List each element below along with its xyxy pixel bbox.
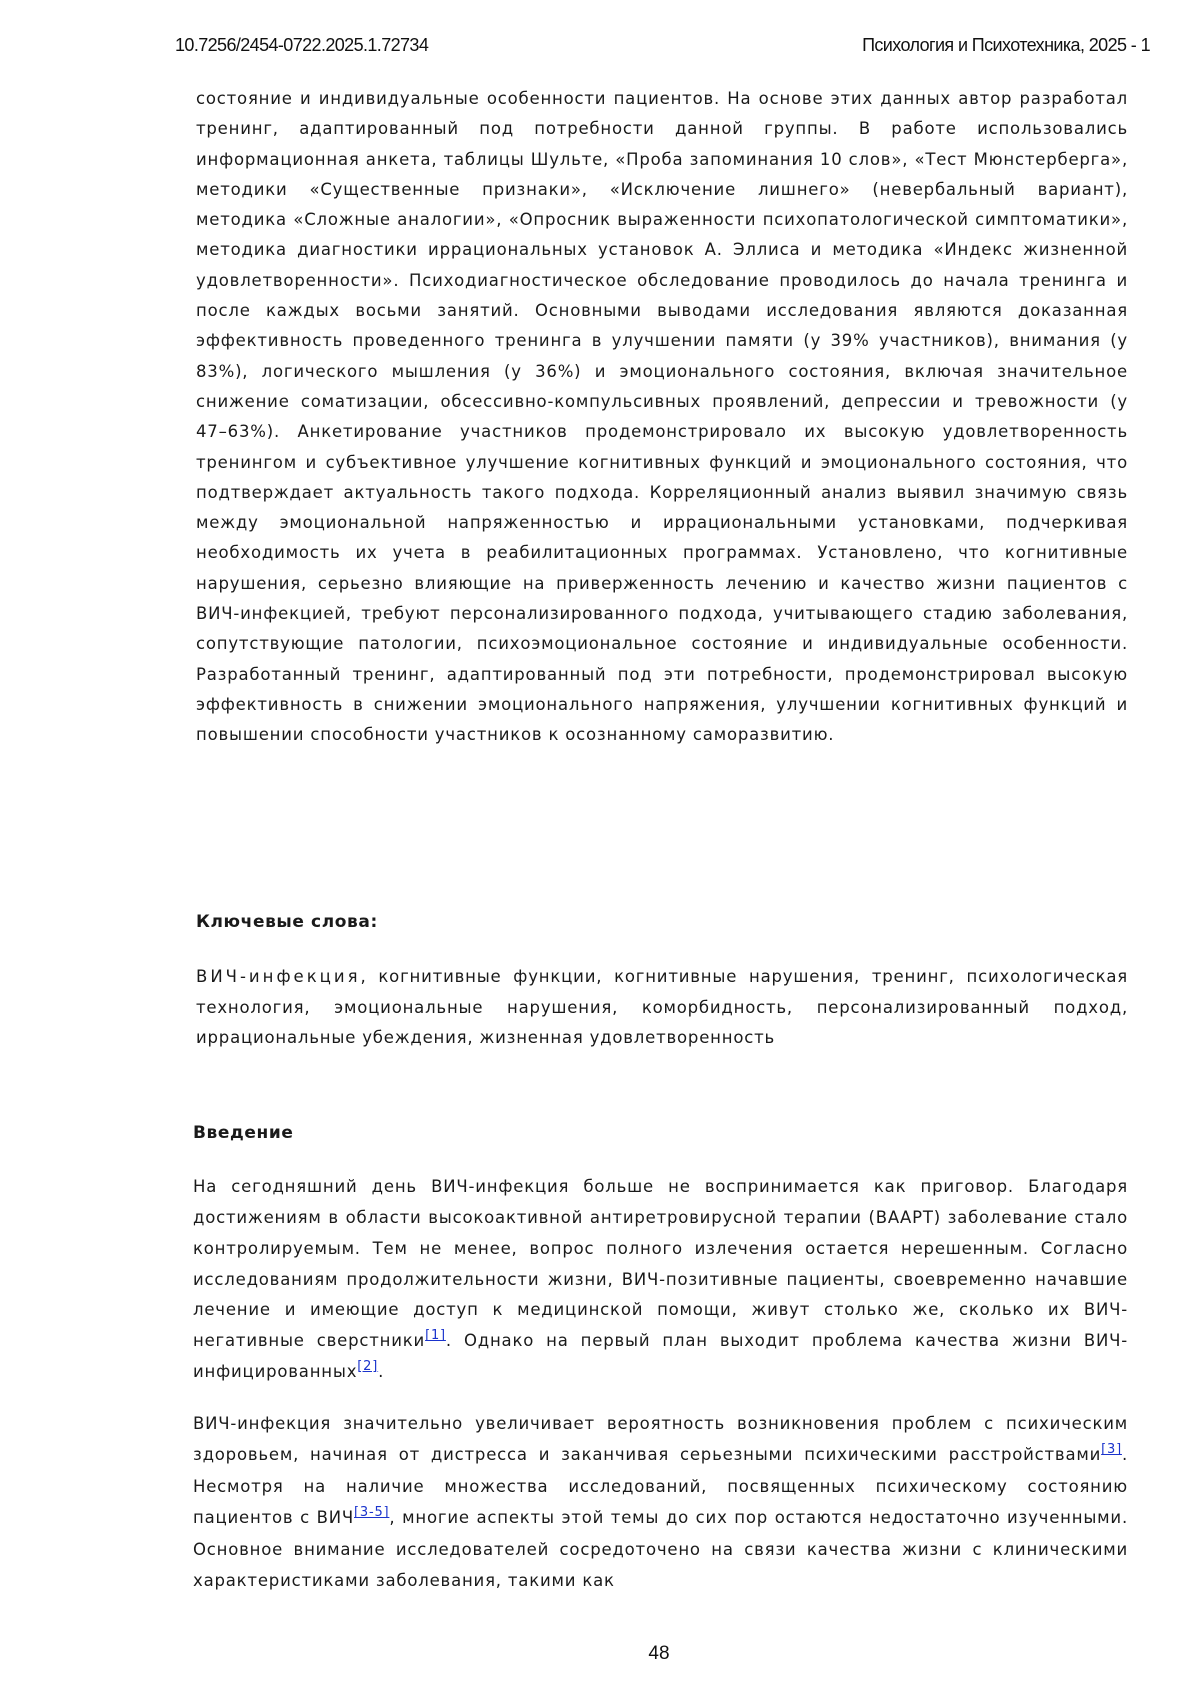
keywords-block <box>196 907 1128 1053</box>
intro-p1-text-c: . <box>378 1362 384 1381</box>
intro-p1-text-b: . Однако на первый план выходит проблема качества жизни ВИЧ-инфицированных <box>193 1331 1128 1381</box>
introduction-section <box>193 1118 1128 1597</box>
doi-text: 10.7256/2454-0722.2025.1.72734 <box>175 35 428 56</box>
citation-link-2[interactable]: [2] <box>357 1359 378 1374</box>
keywords-rest: , когнитивные функции, когнитивные нарушения, тренинг, психологическая технология, эмоциональные нарушения, коморбидность, персонализированный подход, иррациональные убеждения, жизненная удовлетворенность <box>196 967 1128 1047</box>
intro-paragraph-2 <box>193 1408 1128 1597</box>
intro-paragraph-1 <box>193 1172 1128 1388</box>
intro-p1-text-a: На сегодняшний день ВИЧ-инфекция больше не воспринимается как приговор. Благодаря достижениям в области высокоактивной антиретровирусной терапии (ВААРТ) заболевание стало контролируемым. Тем не менее, вопрос полного излечения остается нерешенным. Согласно исследованиям продолжительности жизни, ВИЧ-позитивные пациенты, своевременно начавшие лечение и имеющие доступ к медицинской помощи, живут столько же, сколько их ВИЧ-негативные сверстники <box>193 1177 1128 1350</box>
abstract-text: состояние и индивидуальные особенности пациентов. На основе этих данных автор разработал тренинг, адаптированный под потребности данной группы. В работе использовались информационная анкета, таблицы Шульте, «Проба запоминания 10 слов», «Тест Мюнстерберга», методики «Существенные признаки», «Исключение лишнего» (невербальный вариант), методика «Сложные аналогии», «Опросник выраженности психопатологической симптоматики», методика диагностики иррациональных установок А. Эллиса и методика «Индекс жизненной удовлетворенности». Психодиагностическое обследование проводилось до начала тренинга и после каждых восьми занятий. Основными выводами исследования являются доказанная эффективность проведенного тренинга в улучшении памяти (у 39% участников), внимания (у 83%), логического мышления (у 36%) и эмоционального состояния, включая значительное снижение соматизации, обсессивно-компульсивных проявлений, депрессии и тревожности (у 47–63%). Анкетирование участников продемонстрировало их высокую удовлетворенность тренингом и субъективное улучшение когнитивных функций и эмоционального состояния, что подтверждает актуальность такого подхода. Корреляционный анализ выявил значимую связь между эмоциональной напряженностью и иррациональными установками, подчеркивая необходимость их учета в реабилитационных программах. Установлено, что когнитивные нарушения, серьезно влияющие на приверженность лечению и качество жизни пациентов с ВИЧ-инфекцией, требуют персонализированного подхода, учитывающего стадию заболевания, сопутствующие патологии, психоэмоциональное состояние и индивидуальные особенности. Разработанный тренинг, адаптированный под эти потребности, продемонстрировал высокую эффективность в снижении эмоционального напряжения, улучшении когнитивных функций и повышении способности участников к осознанному саморазвитию. <box>196 84 1128 751</box>
intro-p2-text-c: , многие аспекты этой темы до сих пор остаются недостаточно изученными. Основное внимание исследователей сосредоточено на связи качества жизни с клиническими характеристиками заболевания, такими как <box>193 1508 1128 1590</box>
citation-link-3[interactable]: [3] <box>1101 1442 1122 1457</box>
page-number: 48 <box>0 1643 1200 1665</box>
keywords-text <box>196 962 1128 1053</box>
abstract-block <box>196 84 1128 751</box>
keywords-heading: Ключевые слова: <box>196 907 1128 937</box>
introduction-heading: Введение <box>193 1118 1128 1148</box>
intro-p2-text-b: . Несмотря на наличие множества исследований, посвященных психическому состоянию пациентов с ВИЧ <box>193 1445 1128 1527</box>
intro-p2-text-a: ВИЧ-инфекция значительно увеличивает вероятность возникновения проблем с психическим здоровьем, начиная от дистресса и заканчивая серьезными психическими расстройствами <box>193 1414 1128 1465</box>
citation-link-4[interactable]: [3-5] <box>354 1505 389 1520</box>
citation-link-1[interactable]: [1] <box>425 1328 446 1343</box>
journal-title: Психология и Психотехника, 2025 - 1 <box>862 35 1150 56</box>
keyword-first: ВИЧ-инфекция <box>196 967 361 986</box>
